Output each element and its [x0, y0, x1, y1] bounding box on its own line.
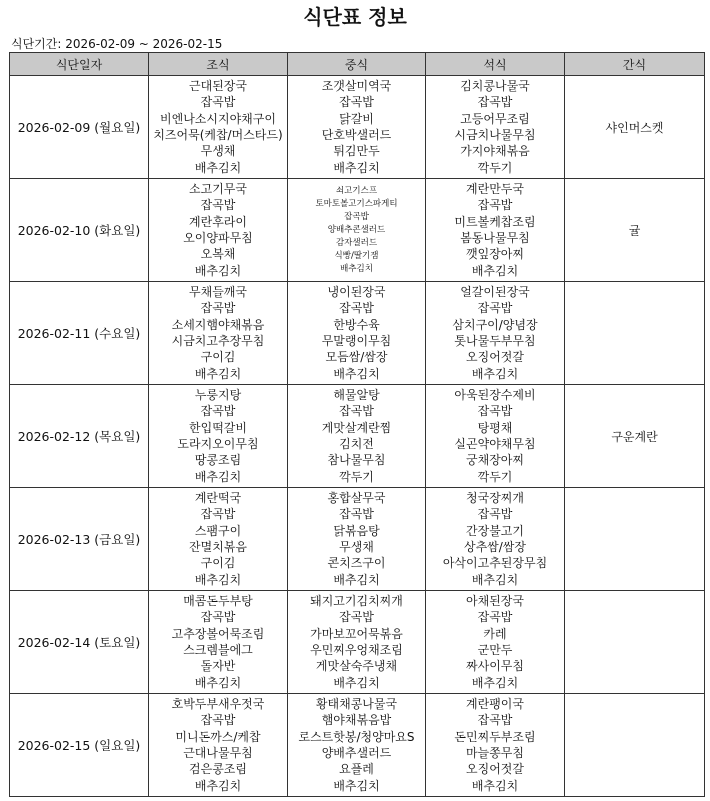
menu-item: 깍두기 [339, 469, 374, 484]
header-date: 식단일자 [10, 53, 149, 76]
menu-item: 잡곡밥 [200, 610, 236, 625]
menu-item: 배추김치 [340, 263, 373, 274]
menu-item: 잡곡밥 [200, 198, 236, 213]
menu-item: 잡곡밥 [200, 301, 236, 316]
menu-item: 배추김치 [471, 675, 519, 690]
lunch-cell [288, 76, 426, 179]
menu-item: 잡곡밥 [477, 95, 513, 110]
menu-item: 배추김치 [471, 572, 519, 587]
menu-item: 오징어젓갈 [466, 762, 524, 777]
menu-item: 근대된장국 [189, 78, 247, 93]
menu-item: 고등어무조림 [460, 111, 530, 126]
menu-item: 잡곡밥 [477, 507, 513, 522]
menu-item: 모듬쌈/쌈장 [325, 350, 388, 365]
dinner-cell [426, 282, 565, 385]
dinner-cell [426, 488, 565, 591]
menu-item: 배추김치 [471, 263, 519, 278]
menu-table [9, 52, 705, 797]
dinner-cell [426, 179, 565, 282]
menu-item: 배추김치 [333, 778, 380, 793]
breakfast-cell [149, 76, 288, 179]
table-row [10, 282, 705, 385]
menu-item: 검은콩조림 [189, 762, 247, 777]
menu-item: 잡곡밥 [477, 198, 513, 213]
breakfast-cell [149, 694, 288, 797]
menu-item: 근대나물무침 [183, 746, 253, 760]
menu-item: 잡곡밥 [200, 404, 236, 419]
menu-item: 가지야채볶음 [460, 144, 530, 159]
menu-item: 스팸구이 [194, 523, 242, 538]
snack-cell [565, 591, 705, 694]
menu-item: 소고기무국 [189, 181, 247, 196]
menu-item: 미트볼케찹조림 [454, 214, 536, 229]
menu-item: 배추김치 [194, 778, 242, 793]
menu-item: 군만두 [477, 643, 513, 657]
breakfast-menu-list [149, 78, 287, 176]
meal-date: 2026-02-15 (일요일) [10, 694, 149, 797]
menu-item: 배추김치 [333, 572, 380, 587]
dinner-cell [426, 385, 565, 488]
menu-item: 잡곡밥 [477, 713, 513, 728]
table-row [10, 385, 705, 488]
table-row [10, 76, 705, 179]
menu-item: 시금치나물무침 [454, 128, 536, 142]
menu-item: 식빵/딸기잼 [334, 250, 379, 261]
lunch-menu-list [288, 78, 425, 176]
menu-item: 돈민찌두부조림 [454, 729, 536, 744]
header-dinner: 석식 [426, 53, 565, 76]
menu-item: 마늘쫑무침 [466, 746, 524, 760]
menu-item: 봄동나물무침 [460, 231, 530, 245]
menu-item: 해물알탕 [333, 387, 380, 402]
dinner-menu-list [426, 284, 564, 382]
menu-item: 짜사이무침 [466, 659, 524, 674]
lunch-menu-list [288, 284, 425, 382]
breakfast-menu-list [149, 696, 287, 794]
menu-item: 치즈어묵(케찹/머스타드) [153, 128, 283, 142]
menu-item: 아삭이고추된장무침 [442, 556, 548, 571]
lunch-menu-list [288, 185, 425, 276]
menu-item: 비엔나소시지야채구이 [160, 111, 276, 126]
menu-item: 도라지오이무침 [177, 437, 259, 451]
menu-item: 배추김치 [194, 469, 242, 484]
breakfast-menu-list [149, 181, 287, 279]
menu-item: 청국장찌개 [466, 490, 524, 505]
menu-item: 잡곡밥 [339, 610, 374, 625]
menu-period: 식단기간: 2026-02-09 ~ 2026-02-15 [11, 37, 223, 51]
menu-item: 냉이된장국 [327, 284, 386, 299]
dinner-menu-list [426, 696, 564, 794]
table-row [10, 179, 705, 282]
lunch-menu-list [288, 593, 425, 691]
menu-item: 배추김치 [194, 160, 242, 175]
menu-item: 소세지햄야채볶음 [171, 317, 265, 332]
menu-item: 무채들깨국 [189, 284, 247, 299]
menu-item: 계란후라이 [189, 214, 247, 229]
menu-item: 가마보꼬어묵볶음 [310, 626, 403, 641]
menu-item: 얼갈이된장국 [460, 284, 530, 299]
menu-item: 잡곡밥 [477, 404, 513, 419]
menu-item: 잡곡밥 [344, 211, 369, 222]
menu-item: 요플레 [339, 762, 374, 777]
meal-date: 2026-02-10 (화요일) [10, 179, 149, 282]
breakfast-cell [149, 282, 288, 385]
header-snack: 간식 [565, 53, 705, 76]
menu-item: 잡곡밥 [477, 301, 513, 316]
snack-cell [565, 282, 705, 385]
menu-item: 구이김 [200, 350, 236, 365]
menu-item: 김치전 [339, 437, 374, 451]
lunch-cell [288, 591, 426, 694]
dinner-menu-list [426, 78, 564, 176]
menu-item: 튀김만두 [333, 144, 380, 159]
menu-item: 삼치구이/양념장 [452, 317, 538, 332]
menu-item: 오징어젓갈 [466, 350, 524, 365]
breakfast-cell [149, 179, 288, 282]
snack-cell [565, 694, 705, 797]
breakfast-cell [149, 488, 288, 591]
meal-date: 2026-02-13 (금요일) [10, 488, 149, 591]
menu-item: 계란떡국 [194, 490, 242, 505]
dinner-menu-list [426, 181, 564, 279]
table-row [10, 488, 705, 591]
lunch-cell [288, 694, 426, 797]
menu-item: 구이김 [200, 556, 236, 571]
menu-item: 감자샐러드 [335, 237, 378, 248]
menu-item: 황태채콩나물국 [315, 696, 398, 711]
menu-item: 배추김치 [194, 263, 242, 278]
menu-item: 돌자반 [200, 659, 236, 674]
menu-item: 깍두기 [477, 469, 513, 484]
menu-item: 잡곡밥 [339, 507, 374, 522]
menu-item: 배추김치 [333, 675, 380, 690]
menu-item: 매콤돈두부탕 [183, 593, 253, 608]
lunch-cell [288, 282, 426, 385]
menu-item: 땅콩조림 [194, 453, 242, 468]
menu-item: 조갯살미역국 [321, 78, 392, 93]
lunch-cell [288, 488, 426, 591]
menu-item: 게맛살숙주냉채 [315, 659, 398, 674]
table-row [10, 694, 705, 797]
dinner-cell [426, 76, 565, 179]
menu-item: 닭갈비 [339, 111, 374, 126]
menu-item: 쇠고기스프 [335, 185, 378, 196]
menu-item: 참나물무침 [327, 453, 386, 468]
menu-item: 실곤약야채무침 [454, 437, 536, 451]
breakfast-cell [149, 591, 288, 694]
menu-item: 잡곡밥 [477, 610, 513, 625]
menu-item: 간장불고기 [466, 523, 524, 538]
lunch-menu-list [288, 387, 425, 485]
menu-item: 톳나물두부무침 [454, 334, 536, 348]
menu-item: 한방수육 [333, 317, 380, 332]
menu-item: 배추김치 [471, 366, 519, 381]
menu-item: 깍두기 [477, 160, 513, 175]
lunch-cell [288, 179, 426, 282]
menu-item: 누룽지탕 [194, 387, 242, 402]
menu-item: 미니돈까스/케찹 [175, 729, 261, 744]
breakfast-menu-list [149, 593, 287, 691]
menu-item: 배추김치 [333, 366, 380, 381]
meal-date: 2026-02-14 (토요일) [10, 591, 149, 694]
menu-item: 상추쌈/쌈장 [463, 540, 526, 554]
dinner-menu-list [426, 490, 564, 588]
snack-cell: 귤 [565, 179, 705, 282]
menu-item: 깻잎장아찌 [466, 247, 524, 262]
snack-cell [565, 488, 705, 591]
menu-item: 궁채장아찌 [466, 453, 524, 468]
menu-item: 잡곡밥 [200, 713, 236, 728]
menu-item: 시금치고추장무침 [171, 334, 265, 348]
dinner-menu-list [426, 593, 564, 691]
page-title: 식단표 정보 [303, 5, 407, 29]
table-row [10, 591, 705, 694]
menu-item: 무말랭이무침 [321, 334, 392, 348]
menu-item: 계란팽이국 [466, 696, 524, 711]
lunch-menu-list [288, 696, 425, 794]
menu-item: 닭볶음탕 [333, 523, 380, 538]
menu-item: 김치콩나물국 [460, 78, 530, 93]
menu-item: 한입떡갈비 [189, 420, 247, 435]
menu-item: 홍합살무국 [327, 490, 386, 505]
menu-item: 우민찌우엉채조림 [310, 643, 403, 657]
menu-item: 양배추콘샐러드 [327, 224, 386, 235]
meal-date: 2026-02-11 (수요일) [10, 282, 149, 385]
menu-item: 계란만두국 [466, 181, 524, 196]
snack-cell: 구운계란 [565, 385, 705, 488]
menu-item: 오이양파무침 [183, 231, 253, 245]
menu-item: 잡곡밥 [339, 404, 374, 419]
menu-item: 아채된장국 [466, 593, 524, 608]
menu-item: 게맛살계란찜 [321, 420, 392, 435]
menu-item: 무생채 [339, 540, 374, 554]
menu-item: 양배추샐러드 [321, 746, 392, 760]
menu-item: 배추김치 [194, 366, 242, 381]
dinner-menu-list [426, 387, 564, 485]
breakfast-menu-list [149, 387, 287, 485]
menu-item: 돼지고기김치찌개 [310, 593, 403, 608]
menu-item: 배추김치 [194, 572, 242, 587]
header-breakfast: 조식 [149, 53, 288, 76]
breakfast-menu-list [149, 284, 287, 382]
snack-cell: 샤인머스켓 [565, 76, 705, 179]
menu-item: 콘치즈구이 [327, 556, 386, 571]
menu-item: 로스트핫봉/청양마요S [298, 729, 415, 744]
table-header-row [10, 53, 705, 76]
menu-item: 햄야채볶음밥 [321, 713, 392, 728]
menu-item: 단호박샐러드 [321, 128, 392, 142]
lunch-cell [288, 385, 426, 488]
menu-item: 스크렘블에그 [183, 643, 253, 657]
menu-item: 고추장볼어묵조림 [171, 626, 265, 641]
breakfast-cell [149, 385, 288, 488]
menu-item: 배추김치 [333, 160, 380, 175]
menu-item: 잡곡밥 [200, 95, 236, 110]
menu-item: 아욱된장수제비 [454, 387, 536, 402]
menu-item: 오복채 [200, 247, 236, 262]
meal-date: 2026-02-09 (월요일) [10, 76, 149, 179]
meal-date: 2026-02-12 (목요일) [10, 385, 149, 488]
dinner-cell [426, 591, 565, 694]
menu-item: 잡곡밥 [200, 507, 236, 522]
menu-item: 배추김치 [471, 778, 519, 793]
breakfast-menu-list [149, 490, 287, 588]
menu-item: 무생채 [200, 144, 236, 159]
menu-item: 토마토볼고기스파게티 [315, 198, 398, 209]
dinner-cell [426, 694, 565, 797]
menu-item: 잡곡밥 [339, 301, 374, 316]
menu-item: 잔멸치볶음 [189, 540, 247, 554]
menu-item: 잡곡밥 [339, 95, 374, 110]
menu-table-body [10, 76, 705, 797]
menu-item: 카레 [483, 626, 507, 641]
lunch-menu-list [288, 490, 425, 588]
menu-item: 탕평채 [477, 420, 513, 435]
menu-item: 배추김치 [194, 675, 242, 690]
menu-item: 호박두부새우젓국 [171, 696, 265, 711]
header-lunch: 중식 [288, 53, 426, 76]
